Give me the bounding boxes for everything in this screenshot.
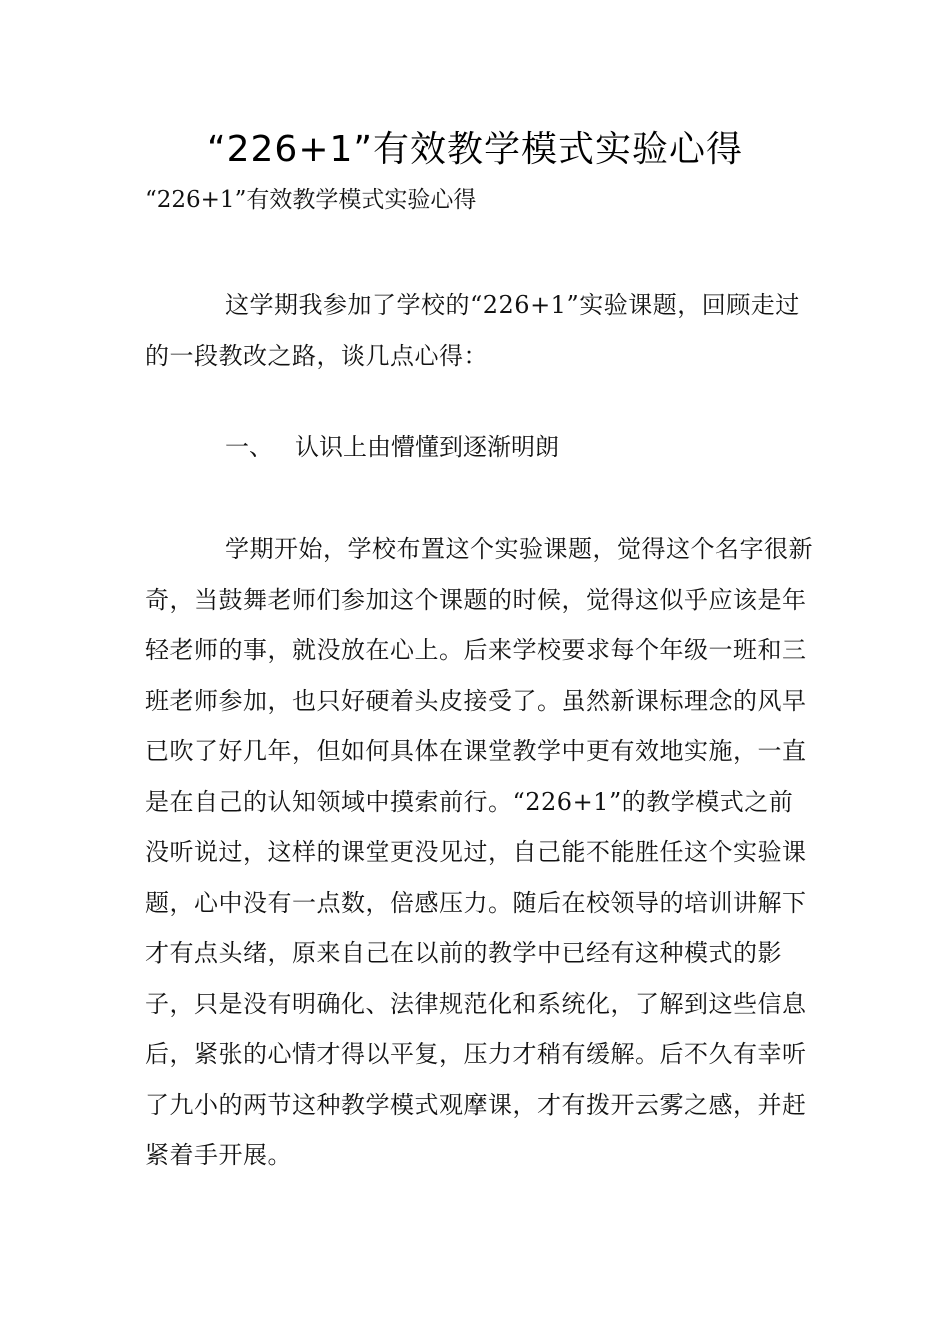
section-number: 一、 — [225, 433, 273, 461]
body-paragraph: 学期开始，学校布置这个实验课题，觉得这个名字很新奇，当鼓舞老师们参加这个课题的时候，觉得这似乎应该是年轻老师的事，就没放在心上。后来学校要求每个年级一班和三班老师参加，也只好硬着头皮接受了。虽然新课标理念的风早已吹了好几年，但如何具体在课堂教学中更有效地实施，一直是在自己的认知领域中摸索前行。“226+1”的教学模式之前没听说过，这样的课堂更没见过，自己能不能胜任这个实验课题，心中没有一点数，倍感压力。随后在校领导的培训讲解下才有点头绪，原来自己在以前的教学中已经有这种模式的影子，只是没有明确化、法律规范化和系统化，了解到这些信息后，紧张的心情才得以平复，压力才稍有缓解。后不久有幸听了九小的两节这种教学模式观摩课，才有拨开云雾之感，并赶紧着手开展。 — [145, 535, 813, 1169]
section-heading-text: 认识上由懵懂到逐渐明朗 — [295, 433, 559, 461]
document-title: “226+1”有效教学模式实验心得 — [206, 129, 744, 170]
section-heading — [225, 426, 559, 468]
intro-paragraph: 这学期我参加了学校的“226+1”实验课题，回顾走过的一段教改之路，谈几点心得： — [145, 291, 800, 370]
document-subtitle: “226+1”有效教学模式实验心得 — [145, 187, 477, 213]
